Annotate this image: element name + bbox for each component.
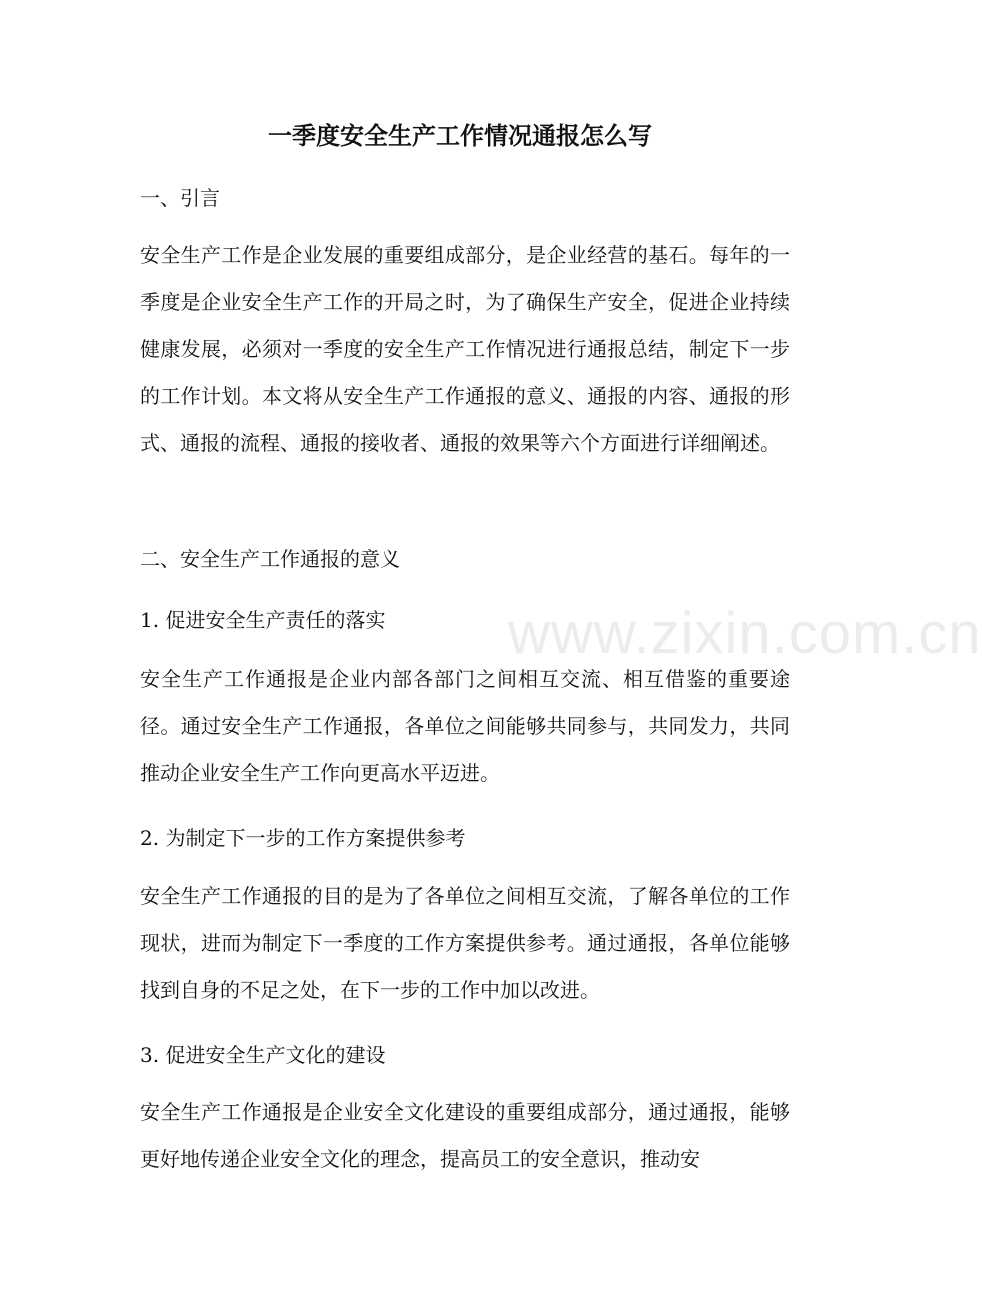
paragraph-introduction: 安全生产工作是企业发展的重要组成部分，是企业经营的基石。每年的一季度是企业安全生产工作的开局之时，为了确保生产安全，促进企业持续健康发展，必须对一季度的安全生产工作情况进行通报总结，制定下一步的工作计划。本文将从安全生产工作通报的意义、通报的内容、通报的形式、通报的流程、通报的接收者、通报的效果等六个方面进行详细阐述。 <box>140 243 790 455</box>
subheading-work-plan-reference: 2. 为制定下一步的工作方案提供参考 <box>140 826 466 850</box>
subheading-responsibility: 1. 促进安全生产责任的落实 <box>140 608 386 632</box>
document-title: 一季度安全生产工作情况通报怎么写 <box>268 121 652 150</box>
paragraph-responsibility: 安全生产工作通报是企业内部各部门之间相互交流、相互借鉴的重要途径。通过安全生产工作通报，各单位之间能够共同参与，共同发力，共同推动企业安全生产工作向更高水平迈进。 <box>140 667 790 785</box>
paragraph-work-plan-reference: 安全生产工作通报的目的是为了各单位之间相互交流，了解各单位的工作现状，进而为制定下一季度的工作方案提供参考。通过通报，各单位能够找到自身的不足之处，在下一步的工作中加以改进。 <box>140 884 790 1002</box>
paragraph-safety-culture: 安全生产工作通报是企业安全文化建设的重要组成部分，通过通报，能够更好地传递企业安全文化的理念，提高员工的安全意识，推动安 <box>140 1100 790 1171</box>
watermark: www.zixin.com.cn <box>508 601 982 666</box>
subheading-safety-culture: 3. 促进安全生产文化的建设 <box>140 1043 386 1067</box>
section-heading-introduction: 一、引言 <box>140 186 220 210</box>
section-heading-significance: 二、安全生产工作通报的意义 <box>140 547 400 571</box>
